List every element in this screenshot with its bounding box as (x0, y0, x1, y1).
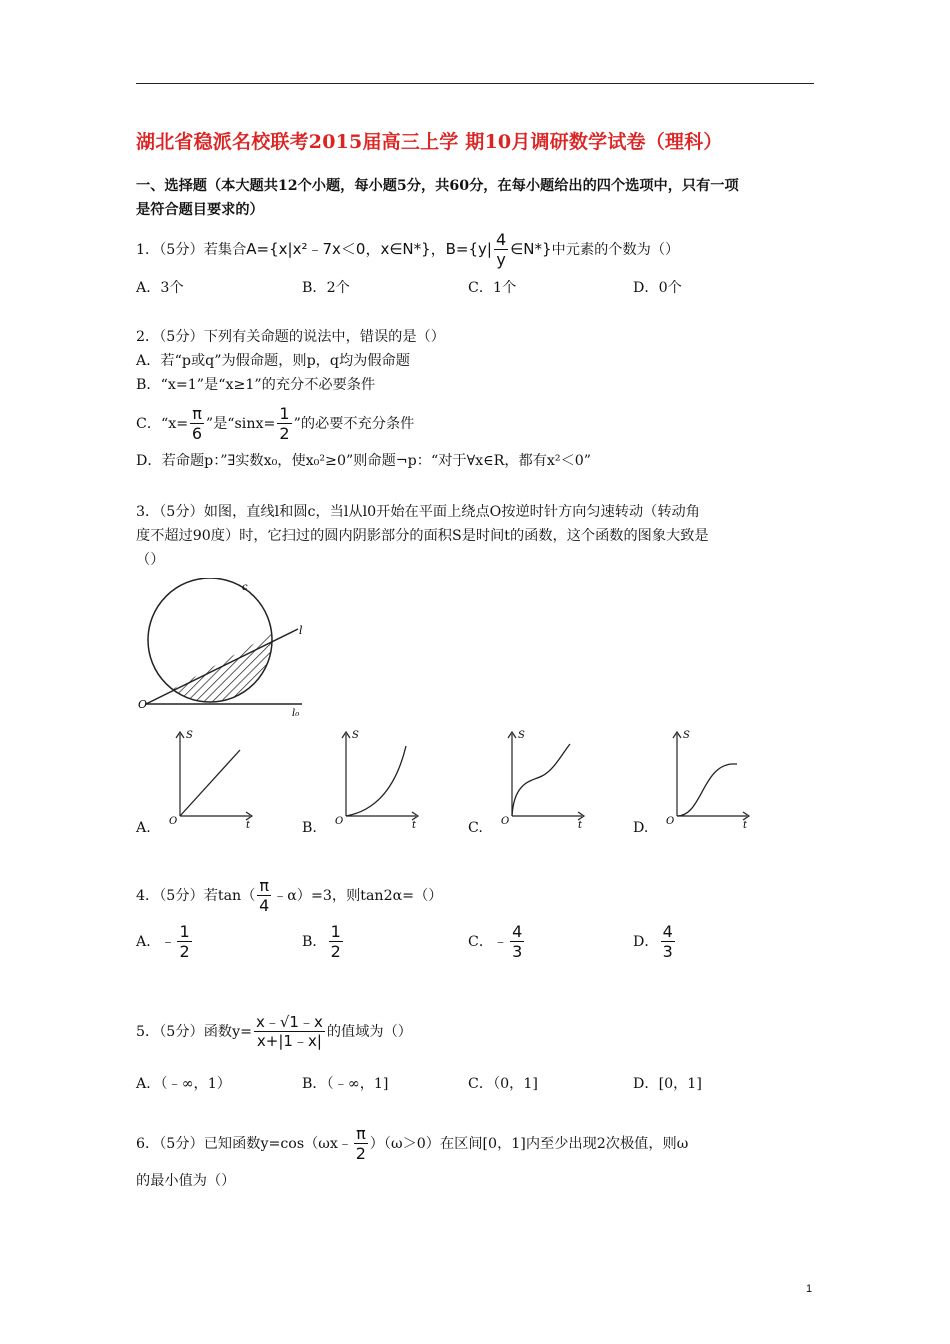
label-l0: l₀ (292, 708, 300, 718)
origin-label: O (501, 816, 510, 827)
q3-graph-a (166, 726, 286, 836)
axis-label-S: S (518, 730, 525, 741)
exam-title: 湖北省稳派名校联考2015届高三上学 期10月调研数学试卷（理科） (136, 131, 723, 153)
q3-line3: （） (136, 552, 165, 568)
graph-curve (346, 746, 406, 816)
q3-option-label-a: A. (136, 820, 151, 836)
q4c-frac (510, 924, 524, 960)
q2c-frac2-num: 1 (279, 404, 290, 423)
q3-option-label-d: D. (633, 820, 649, 836)
q4c-label: C． (468, 934, 494, 950)
axis-label-t: t (412, 820, 417, 831)
q4-option-a (136, 924, 194, 960)
question-4 (136, 876, 442, 916)
q4-option-b (302, 924, 345, 960)
q4c-den: 3 (512, 942, 523, 961)
q4b-den: 2 (330, 942, 341, 961)
q4-post: ﹣α）=3，则tan2α=（） (273, 888, 443, 904)
q1-set-b-tail: ∈N*} (510, 240, 552, 258)
q1-fraction (494, 232, 508, 268)
axis-label-t: t (246, 820, 251, 831)
q5-pre: 5．（5分）函数y= (136, 1024, 252, 1040)
label-O: O (138, 698, 148, 711)
q5-post: 的值域为（） (326, 1024, 412, 1040)
q1-set-a: A={x|x²﹣7x＜0，x∈N*}，B={y| (246, 240, 492, 258)
axis-label-t: t (578, 820, 583, 831)
q4-frac (257, 878, 271, 914)
q2c-frac1-den: 6 (191, 424, 203, 443)
label-c: c (242, 582, 248, 593)
q1-prefix: 1．（5分）若集合 (136, 242, 247, 258)
q3-graph-d (663, 726, 783, 836)
q5-option-d: D．[0，1] (633, 1076, 702, 1092)
q2c-pre: C．“x= (136, 416, 189, 432)
q4d-frac (661, 924, 675, 960)
q6-line2: 的最小值为（） (136, 1173, 236, 1189)
q3-option-label-c: C. (468, 820, 483, 836)
q4a-label: A． (136, 934, 161, 950)
q4a-sign: ﹣ (160, 932, 176, 950)
q3-graph-c (498, 726, 618, 836)
q2c-mid: ”是“sinx= (205, 416, 276, 432)
q1-suffix: 中元素的个数为（） (551, 242, 680, 258)
q2c-frac-half (277, 406, 291, 442)
q4-option-d (633, 924, 677, 960)
q4b-num: 1 (330, 922, 341, 941)
q1-frac-den: y (496, 250, 506, 269)
section-heading-line1: 一、选择题（本大题共12个小题，每小题5分，共60分，在每小题给出的四个选项中，只有一项 (136, 178, 739, 194)
q4a-frac (177, 924, 191, 960)
axis-label-S: S (683, 730, 690, 741)
q3-line1: 3．（5分）如图，直线l和圆c，当l从l0开始在平面上绕点O按逆时针方向匀速转动（转动角 (136, 504, 700, 520)
q6-post: ）（ω＞0）在区间[0，1]内至少出现2次极值，则ω (369, 1136, 689, 1152)
question-6 (136, 1124, 688, 1164)
q4a-num: 1 (179, 922, 190, 941)
q2-option-d: D．若命题p：”∃实数x₀，使x₀²≥0”则命题¬p：“对于∀x∈R，都有x²＜0” (136, 453, 592, 469)
q4-frac-num: π (259, 876, 270, 895)
axis-label-t: t (743, 820, 748, 831)
label-l: l (299, 624, 303, 637)
q1-option-a: A．3个 (136, 280, 184, 296)
q2-option-b: B．“x=1”是“x≥1”的充分不必要条件 (136, 377, 376, 393)
q6-pre: 6．（5分）已知函数y=cos（ωx﹣ (136, 1136, 353, 1152)
q5-option-c: C．（0，1] (468, 1076, 538, 1092)
q1-frac-num: 4 (495, 230, 507, 249)
graph-curve (180, 750, 240, 816)
graph-curve (677, 764, 737, 816)
q1-option-c: C．1个 (468, 280, 517, 296)
q1-option-d: D．0个 (633, 280, 682, 296)
q2-option-c (136, 404, 414, 444)
q2c-post: ”的必要不充分条件 (293, 416, 415, 432)
q2c-frac2-den: 2 (279, 424, 290, 443)
q3-option-label-b: B. (302, 820, 317, 836)
q4c-sign: ﹣ (493, 932, 509, 950)
question-2-stem: 2．（5分）下列有关命题的说法中，错误的是（） (136, 329, 445, 345)
q5-option-b: B．（﹣∞，1] (302, 1076, 389, 1092)
header-rule (136, 83, 814, 84)
q5-option-a: A．（﹣∞，1） (136, 1076, 231, 1092)
q4d-num: 4 (662, 922, 673, 941)
q1-option-b: B．2个 (302, 280, 350, 296)
origin-label: O (335, 816, 344, 827)
q4a-den: 2 (179, 942, 190, 961)
q4-pre: 4．（5分）若tan（ (136, 888, 256, 904)
q6-frac-num: π (356, 1124, 366, 1143)
origin-label: O (169, 816, 178, 827)
q6-frac (354, 1126, 368, 1162)
q2c-frac1-num: π (192, 404, 202, 423)
q6-frac-den: 2 (355, 1144, 366, 1163)
q2c-frac-pi6 (190, 406, 204, 442)
q3-line2: 度不超过90度）时，它扫过的圆内阴影部分的面积S是时间t的函数，这个函数的图象大致是 (136, 528, 709, 544)
q4-option-c (468, 924, 526, 960)
q4c-num: 4 (512, 922, 523, 941)
q3-circle-line-figure (132, 578, 332, 718)
origin-label: O (666, 816, 675, 827)
q4d-label: D． (633, 934, 659, 950)
question-1 (136, 232, 679, 268)
axis-label-S: S (352, 730, 359, 741)
q4d-den: 3 (662, 942, 673, 961)
section-heading-line2: 是符合题目要求的） (136, 202, 264, 218)
q5-frac-den: x+|1﹣x| (256, 1032, 322, 1050)
q2-option-a: A．若“p或q”为假命题，则p，q均为假命题 (136, 353, 410, 369)
q5-frac (254, 1015, 325, 1049)
question-5 (136, 1006, 412, 1058)
q3-graph-b (332, 726, 452, 836)
q5-frac-num: x﹣√1﹣x (255, 1013, 323, 1031)
graph-curve (512, 744, 570, 816)
q4b-frac (329, 924, 343, 960)
q4-frac-den: 4 (259, 896, 270, 915)
shaded-region (146, 618, 300, 718)
q4b-label: B． (302, 934, 327, 950)
page-number: 1 (806, 1283, 813, 1295)
axis-label-S: S (186, 730, 193, 741)
